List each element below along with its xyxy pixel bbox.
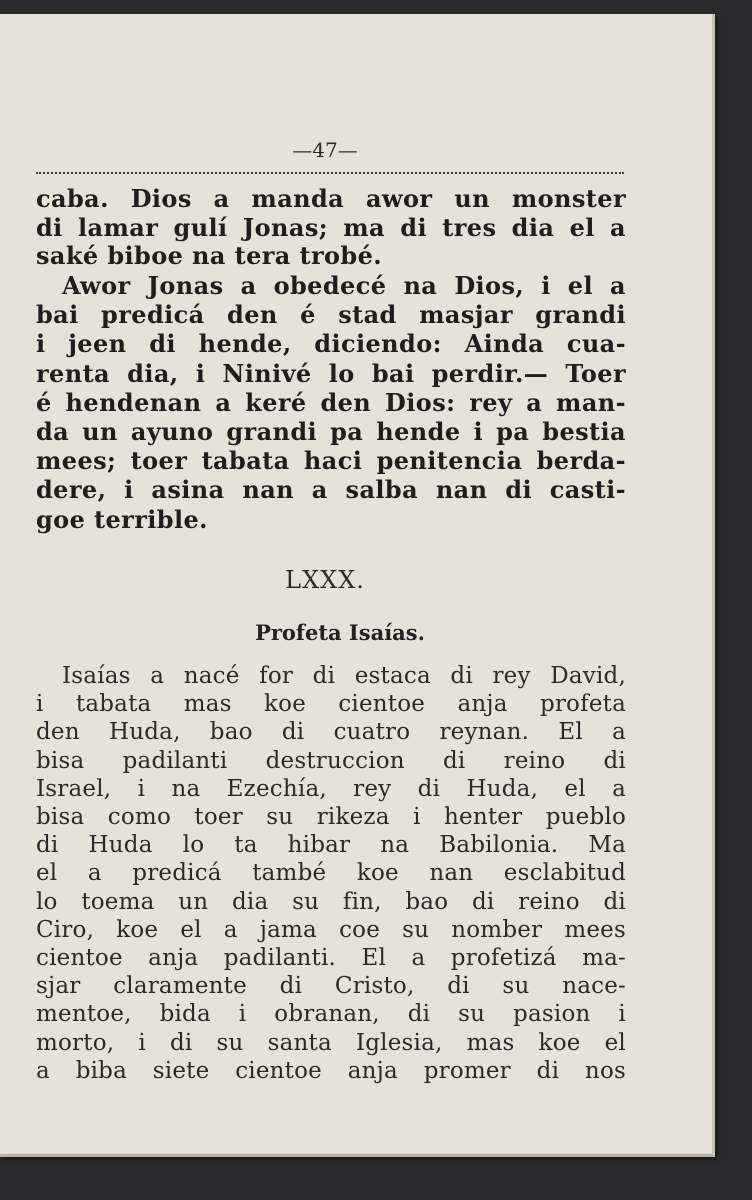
text-line: mees; toer tabata haci penitencia berda- [36, 446, 626, 476]
text-line: saké biboe na tera trobé. [36, 241, 383, 270]
text-line: Awor Jonas a obedecé na Dios, i el a [62, 271, 626, 300]
paragraph-1 [36, 185, 626, 271]
text-line: den Huda, bao di cuatro reynan. El a [36, 719, 626, 746]
text-line: lo toema un dia su fin, bao di reino di [36, 888, 626, 915]
text-line: di lamar gulí Jonas; ma di tres dia el a [36, 212, 626, 242]
text-line: da un ayuno grandi pa hende i pa bestia [36, 417, 626, 447]
text-line: Ciro, koe el a jama coe su nomber mees [36, 916, 626, 943]
text-line: caba. Dios a manda awor un monster [36, 184, 626, 213]
text-line: bisa como toer su rikeza i henter pueblo [36, 804, 626, 831]
header-rule [36, 172, 624, 174]
section-title: Profeta Isaías. [255, 620, 425, 645]
page-number: —47— [292, 138, 358, 162]
text-line: renta dia, i Ninivé lo bai perdir.— Toer [36, 358, 626, 388]
text-line: el a predicá també koe nan esclabitud [36, 860, 626, 887]
text-line: dere, i asina nan a salba nan di casti- [36, 475, 626, 505]
text-line: cientoe anja padilanti. El a profetizá ma- [36, 945, 626, 972]
text-line: mentoe, bida i obranan, di su pasion i [36, 1001, 626, 1028]
text-line: Isaías a nacé for di estaca di rey David, [62, 663, 626, 689]
text-line: sjar claramente di Cristo, di su nace- [36, 973, 626, 1000]
text-line: goe terrible. [36, 504, 208, 534]
text-line: di Huda lo ta hibar na Babilonia. Ma [36, 832, 626, 859]
paragraph-3 [36, 662, 626, 1085]
text-line: i tabata mas koe cientoe anja profeta [36, 691, 626, 718]
chapter-number: LXXX. [285, 566, 365, 594]
text-line: a biba siete cientoe anja promer di nos [36, 1057, 626, 1084]
text-line: bisa padilanti destruccion di reino di [36, 747, 626, 774]
text-line: Israel, i na Ezechía, rey di Huda, el a [36, 775, 626, 802]
text-line: bai predicá den é stad masjar grandi [36, 300, 626, 330]
text-line: é hendenan a keré den Dios: rey a man- [36, 387, 626, 417]
paragraph-2 [36, 271, 626, 534]
book-page [0, 14, 715, 1157]
text-line: morto, i di su santa Iglesia, mas koe el [36, 1029, 626, 1056]
text-line: i jeen di hende, diciendo: Ainda cua- [36, 329, 626, 359]
